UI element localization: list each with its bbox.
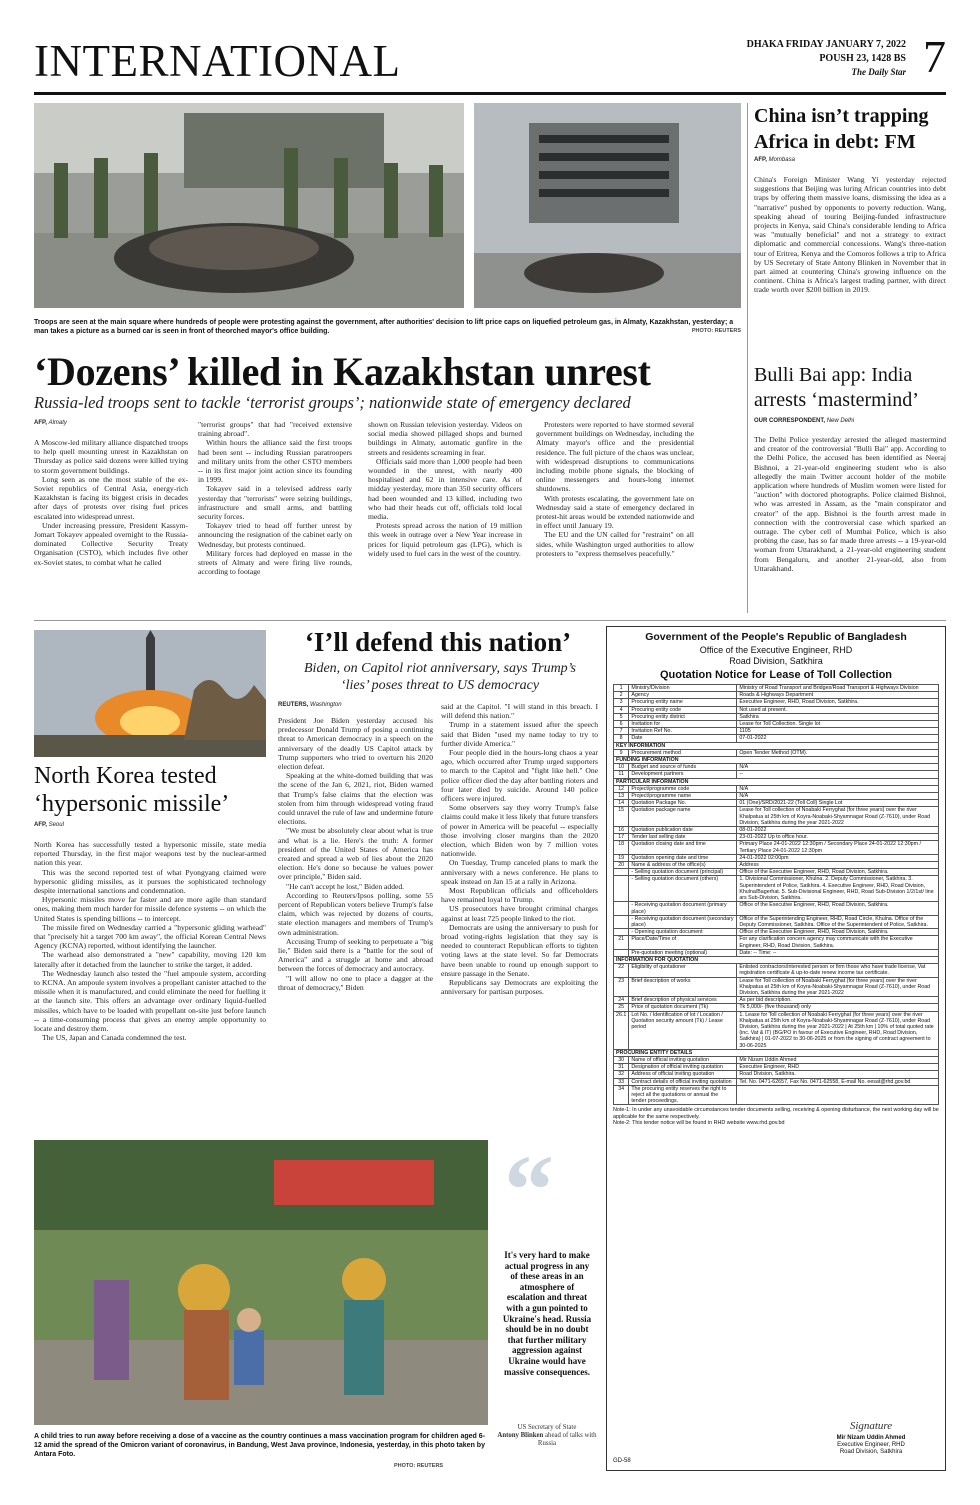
notice-row (614, 800, 939, 807)
sec-funding: FUNDING INFORMATION (614, 757, 939, 764)
row-value: N/A (737, 764, 939, 771)
row-number: 20 (614, 862, 629, 869)
notice-row (614, 771, 939, 778)
row-label: Agency (629, 692, 737, 699)
notice-note-1: Note-1: In under any unavoidable circumstances tender documents selling, receiving & opening disturbance, the next working day will be applicable for the same respectively. (613, 1107, 939, 1120)
notice-row (614, 977, 939, 997)
notice-row (614, 915, 939, 928)
row-number: 16 (614, 827, 629, 834)
row-value: For any clarification concern agency may communicate with the Executive Engineer, RHD, Road Division, Satkhira. (737, 936, 939, 949)
notice-note-2: Note-2: This tender notice will be found in RHD website www.rhd.gov.bd (613, 1120, 785, 1127)
row-number: 4 (614, 706, 629, 713)
row-value: Mir Nizam Uddin Ahmed (737, 1056, 939, 1063)
row-number: 34 (614, 1085, 629, 1105)
row-value: Not used at present. (737, 706, 939, 713)
row-value: Tel. No. 0471-62657, Fax No. 0471-62558, E-mail No. eesat@rhd.gov.bd (737, 1078, 939, 1085)
section-divider (34, 620, 946, 621)
vaccination-illustration (34, 1140, 488, 1425)
row-label: Quotation opening date and time (629, 854, 737, 861)
section-title: INTERNATIONAL (34, 36, 401, 86)
notice-row (614, 949, 939, 956)
row-value: Date: -- Time: -- (737, 949, 939, 956)
notice-row (614, 1064, 939, 1071)
row-value: N/A (737, 793, 939, 800)
row-label: Price of quotation document (Tk) (629, 1004, 737, 1011)
notice-row (614, 1085, 939, 1105)
sec-quotation: INFORMATION FOR QUOTATION (614, 956, 939, 963)
row-value: 23-01-2022 Up to office hour. (737, 834, 939, 841)
sec-procuring: PROCURING ENTITY DETAILS (614, 1049, 939, 1056)
biden-c2-p3: Four people died in the hours-long chaos a year ago, which occurred after Trump urged supporters to march to the Capitol and "fight like hell." One police officer died the day after battling rioters and four later died by suicide. Around 140 police officers were injured. (441, 748, 598, 804)
row-9-label: Procurement method (629, 749, 737, 756)
notice-office: Office of the Executive Engineer, RHD (699, 645, 853, 655)
kazakhstan-col-2 (198, 420, 352, 610)
row-value: Lease for Toll collection of Noabaki Ferryghat (for three years) over the river Khalpatua at 25th km of Koyra-Noabaki-Shyamnagar Road (Z-7610), under Road Division, Satkhira during the year 2021-2022 (737, 977, 939, 997)
kazakhstan-subhead: Russia-led troops sent to tackle ‘terrorist groups’; nationwide state of emergency declared (34, 393, 631, 412)
biden-c2-p6: Most Republican officials and officeholders have remained loyal to Trump. (441, 886, 598, 905)
row-label: Procuring entity district (629, 713, 737, 720)
row-number: 22 (614, 964, 629, 977)
row-9-no: 9 (614, 749, 629, 756)
biden-c2-p5: On Tuesday, Trump canceled plans to mark the anniversary with a news conference. He plans to speak instead on Jan 15 at a rally in Arizona. (441, 858, 598, 886)
quote-box (496, 1134, 598, 1470)
kz-c1-p1: A Moscow-led military alliance dispatched troops to help quell mounting unrest in Kazakhstan on Thursday as police said dozens were killed trying to storm government buildings. (34, 438, 188, 475)
kazakhstan-col-3 (368, 420, 522, 610)
row-label: The procuring entity reserves the right to reject all the quotations or annual the tender proceedings. (629, 1085, 737, 1105)
row-number: 2 (614, 692, 629, 699)
row-value: 07-01-2022 (737, 735, 939, 742)
row-value: Office of the Executive Engineer, RHD, Road Division, Satkhira. (737, 902, 939, 915)
row-label: - Selling quotation document (principal) (629, 869, 737, 876)
nk-p2: This was the second reported test of what Pyongyang claimed were hypersonic gliding missiles, as it pursues the sophisticated technology despite international sanctions and condemnation. (34, 867, 266, 896)
row-label: - Selling quotation document (others) (629, 876, 737, 902)
kazakhstan-headline: ‘Dozens’ killed in Kazakhstan unrest (34, 349, 651, 394)
row-number: 1 (614, 685, 629, 692)
notice-row (614, 929, 939, 936)
row-number: 6 (614, 721, 629, 728)
kz-c3-p3: Protests spread across the nation of 19 million this week in outrage over a New Year increase in prices for liquid petroleum gas (LPG), which is widely used to fuel cars in the west of the country. (368, 521, 522, 558)
notice-row (614, 862, 939, 869)
notice-row (614, 728, 939, 735)
right-column-rule (747, 103, 748, 613)
bulli-headline: Bulli Bai app: India arrests ‘mastermind’ (754, 364, 919, 411)
row-value: 24-01-2022 02:00pm (737, 854, 939, 861)
notice-row (614, 706, 939, 713)
quote-name: Antony Blinken (497, 1432, 544, 1439)
biden-c2-p8: Democrats are using the anniversary to push for broad voting-rights legislation that they say is needed to counteract Republican efforts to tighten voting laws at the state level. So far Democrats have been unable to round up enough support to ensure passage in the Senate. (441, 922, 598, 978)
notice-row (614, 807, 939, 827)
kz-c4-p3: The EU and the UN called for "restraint" on all sides, while Washington urged authorities to allow protesters to "express themselves peacefully." (536, 530, 694, 558)
missile-launch-photo (34, 630, 266, 757)
troops-photo-illustration (34, 103, 464, 308)
kazakhstan-col-4 (536, 420, 694, 610)
masthead-rule (34, 92, 946, 95)
bulli-p1: The Delhi Police yesterday arrested the alleged mastermind and creator of the controversial "Bulli Bai" app. According to the Delhi Police, the accused has been identified as Neeraj Bishnoi, a 21-year-old engineering student who is also allegedly the main Twitter account holder of the mobile application where hundreds of Muslim women were listed for "auction" with doctored photographs. Police claimed Bishnoi, who was arrested in Assam, as the "main conspirator and creator" of the app. Bishnoi is the fourth arrest made in connection with the controversial case which sparked an outrage. The cyber cell of Mumbai Police, which is also probing the case, has so far made three arrests -- a 19-year-old woman from Uttarakhand, a 21-year-old engineering student from Bengaluru, and another 21-year-old, also from Uttarakhand. (754, 435, 946, 573)
top-photo-caption (34, 318, 741, 336)
kazakhstan-troops-photo (34, 103, 464, 308)
row-label: - Receiving quotation document (secondary place) (629, 915, 737, 928)
notice-row (614, 713, 939, 720)
biden-byline-place: Washington (310, 702, 342, 708)
sig-name: Mir Nizam Uddin Ahmed (836, 1435, 906, 1441)
row-label: - Opening quotation document (629, 929, 737, 936)
row-value: N/A (737, 785, 939, 792)
row-label: Quotation closing date and time (629, 841, 737, 854)
row-number: 17 (614, 834, 629, 841)
dateline: DHAKA FRIDAY JANUARY 7, 2022 (746, 39, 906, 50)
row-label: Pre-quotation meeting (optional) (629, 949, 737, 956)
notice-row (614, 685, 939, 692)
notice-row (614, 735, 939, 742)
masthead (34, 33, 946, 89)
row-label: Quotation package name (629, 807, 737, 827)
kazakhstan-col-1 (34, 438, 188, 608)
row-number (614, 869, 629, 876)
kz-c1-p3: Under increasing pressure, President Kassym-Jomart Tokayev appealed overnight to the Russia-dominated Collective Security Treaty Organisation (CSTO), which includes five other ex-Soviet states, to combat what he called (34, 520, 188, 567)
row-value: Ministry of Road Transport and Bridges/Road Transport & Highways Division (737, 685, 939, 692)
row-number: 21 (614, 936, 629, 949)
row-value: 1. Lease for Toll collection of Noabaki Ferryghat (for three years) over the river Khalpatua at 25th km of Koyra-Noabaki-Shyamnagar Road (Z-7610), under Road Division, Satkhira during the year 2021-2022 | At 25th km | 10% of total quoted rate (inc. Vat & IT) (BG/PO in favour of Executive Engineer, RHD, Road Division, Satkhira) | 01-07-2022 to 30-06-2025 or from the signing of contract agreement to 30-06-2025 (737, 1011, 939, 1049)
notice-row (614, 793, 939, 800)
row-label: Development partners (629, 771, 737, 778)
biden-col-2 (441, 702, 598, 1120)
row-number: 5 (614, 713, 629, 720)
row-number (614, 949, 629, 956)
bulli-body (754, 435, 946, 613)
bottom-caption-text: A child tries to run away before receiving a dose of a vaccine as the country continues a mass vaccination program for children aged 6-12 amid the spread of the Omicron variant of coronavirus, in Bandung, West Java province, Indonesia, yesterday, in this photo taken by Antara Foto. (34, 1433, 485, 1458)
biden-c2-p7: US prosecutors have brought criminal charges against at least 725 people linked to the riot. (441, 904, 598, 923)
notice-row (614, 854, 939, 861)
nk-p3: Hypersonic missiles move far faster and are more agile than standard ones, making them much harder for missile defence systems -- on which the United States is spending billions -- to intercept. (34, 895, 266, 923)
row-value: Office of the Executive Engineer, RHD, Road Division, Satkhira. (737, 869, 939, 876)
row-number: 15 (614, 807, 629, 827)
row-label: Designation of official inviting quotation (629, 1064, 737, 1071)
row-label: Date (629, 735, 737, 742)
kz-byline-source: AFP, (34, 420, 47, 426)
row-label: Procuring entity code (629, 706, 737, 713)
kz-c1-p2: Long seen as one the most stable of the ex-Soviet republics of Central Asia, energy-rich Kazakhstan is facing its biggest crisis in decades after days of protests over rising fuel prices escalated into widespread unrest. (34, 474, 188, 521)
notice-division: Road Division, Satkhira (729, 656, 823, 666)
kz-c2-p1: "terrorist groups" that had "received extensive training abroad". (198, 420, 352, 439)
nk-byline-place: Seoul (48, 822, 64, 828)
biden-headline: ‘I’ll defend this nation’ (304, 627, 572, 657)
bottom-photo-caption (34, 1432, 488, 1459)
burned-car-photo (474, 103, 741, 308)
bulli-byline-source: OUR CORRESPONDENT, (754, 418, 826, 424)
row-value: Executive Engineer, RHD, Road Division, Satkhira. (737, 699, 939, 706)
biden-c1-p7: "I will allow no one to place a dagger at the throat of democracy," Biden (278, 973, 433, 992)
mayor-office-illustration (474, 103, 741, 308)
row-number: 10 (614, 764, 629, 771)
row-label: Contract details of official inviting quotation (629, 1078, 737, 1085)
biden-subhead: Biden, on Capitol riot anniversary, says Trump’s ‘lies’ poses threat to US democracy (304, 661, 576, 693)
notice-title: Quotation Notice for Lease of Toll Collection (659, 669, 893, 681)
row-label: Budget and source of funds (629, 764, 737, 771)
notice-row (614, 834, 939, 841)
notice-row (614, 827, 939, 834)
notice-row (614, 785, 939, 792)
china-p1: China's Foreign Minister Wang Yi yesterday rejected suggestions that Beijing was luring African countries into debt traps by offering them massive loans, dismissing the idea as a "narrative" pushed by opponents to poverty reduction. Wang, speaking ahead of touring Beijing-funded infrastructure projects in Kenya, said China's considerable lending to Africa was "mutually beneficial" and not a strategy to extract diplomatic and commercial concessions. Wang's three-nation tour of Eritrea, Kenya and the Comoros follows a trip to Africa by US Secretary of State Antony Blinken in November that in part aimed at countering China's growing influence on the continent. China is Africa's largest trading partner, with direct trade worth over $200 billion in 2019. (754, 175, 946, 295)
biden-col-1 (278, 716, 433, 1120)
row-label: Project/programme name (629, 793, 737, 800)
quote-context: ahead of talks with Russia (537, 1432, 597, 1447)
row-number: 26.1 (614, 1011, 629, 1049)
biden-c1-p6: Accusing Trump of seeking to perpetuate a "big lie," Biden said there is a "battle for the soul of America" and a struggle at home and abroad between the forces of democracy and autocracy. (278, 936, 433, 974)
row-value: Road Division, Satkhira. (737, 1071, 939, 1078)
nk-p7: The US, Japan and Canada condemned the test. (42, 1033, 187, 1043)
nk-headline: North Korea tested ‘hypersonic missile’ (34, 763, 230, 817)
nk-p6: The Wednesday launch also tested the "fuel ampoule system, according to KCNA. An ampoule system involves a propellant canister attached to the missile when it is manufactured, and could eliminate the need for fuelling it at the launch site. This offers an advantage over ordinary liquid-fuelled missiles, which have to be loaded with propellant on-site just before launch -- a time-consuming process that gives an enemy ample opportunity to locate and destroy them. (34, 968, 266, 1034)
bulli-byline-place: New Delhi (826, 418, 855, 424)
kz-c2-p4: Tokayev tried to head off further unrest by announcing the resignation of the cabinet early on Wednesday, but protests continued. (198, 521, 352, 549)
row-value (737, 1085, 939, 1105)
row-label: Eligibility of quotationer (629, 964, 737, 977)
kz-c2-p5: Military forces had deployed en masse in the streets of Almaty and were firing live rounds, according to footage (198, 548, 352, 577)
nk-body (34, 840, 266, 1118)
bottom-photo-credit: PHOTO: REUTERS (394, 1463, 444, 1469)
missile-illustration (34, 630, 266, 757)
kz-c2-p2: Within hours the alliance said the first troops had been sent -- including Russian paratroopers and military units from the other CSTO members -- in its first major joint action since its founding in 1999. (198, 438, 352, 485)
notice-row (614, 1071, 939, 1078)
row-value: Satkhira (737, 713, 939, 720)
row-label: Place/Date/Time of (629, 936, 737, 949)
paper-name: The Daily Star (851, 67, 906, 77)
quote-role: US Secretary of State (517, 1424, 577, 1431)
row-number (614, 876, 629, 902)
row-number: 13 (614, 793, 629, 800)
notice-ref: GD-58 (613, 1458, 631, 1464)
biden-byline (278, 702, 342, 716)
notice-table (613, 684, 939, 1105)
kz-byline-place: Almaty (48, 420, 67, 426)
biden-c2-p4: Some observers say they worry Trump's false claims could make it less likely that future transfers of power in America will be peaceful -- especially those involving closer margins than the 2020 election, which Biden won by 7 million votes nationwide. (441, 803, 598, 859)
biden-c2-p2: Trump in a statement issued after the speech said that Biden "used my name today to try to further divide America." (441, 720, 598, 748)
notice-row (614, 964, 939, 977)
kazakhstan-byline (34, 420, 184, 434)
row-number: 25 (614, 1004, 629, 1011)
row-label: Brief description of works (629, 977, 737, 997)
row-number: 14 (614, 800, 629, 807)
row-label: Brief description of physical services (629, 997, 737, 1004)
quote-text: It's very hard to make actual progress in any of these areas in an atmosphere of escalation and threat with a gun pointed to Ukraine's head. Russia should be in no doubt that further military aggression against Ukraine would have massive consequences. (502, 1250, 592, 1377)
bulli-byline (754, 418, 854, 432)
notice-row (614, 1078, 939, 1085)
notice-row (614, 841, 939, 854)
row-value: Roads & Highways Department (737, 692, 939, 699)
row-number: 23 (614, 977, 629, 997)
quotation-notice (606, 626, 946, 1471)
row-number: 31 (614, 1064, 629, 1071)
row-label: Lot No. / Identification of lot / Location / Quotation security amount (Tk) / Lease period (629, 1011, 737, 1049)
row-number: 12 (614, 785, 629, 792)
row-value: As per bid description. (737, 997, 939, 1004)
row-9-value: Open Tender Method (OTM). (737, 749, 939, 756)
china-byline (754, 157, 795, 171)
biden-c1-p2: Speaking at the white-domed building that was the scene of the Jan 6, 2021, riot, Biden warned that Trump's false claims that the election was stolen from him through widespread voting fraud could unravel the rule of law and undermine future elections. (278, 771, 433, 827)
page-number: 7 (923, 31, 946, 82)
quote-attribution (496, 1424, 598, 1448)
china-byline-place: Mombasa (768, 157, 795, 163)
nk-p1: North Korea has successfully tested a hypersonic missile, state media reported Thursday, in the first major weapons test by the nuclear-armed nation this year. (34, 840, 266, 868)
biden-c2-p9: Republicans say Democrats are exploiting the anniversary for partisan purposes. (441, 978, 598, 997)
notice-row (614, 902, 939, 915)
notice-row (614, 997, 939, 1004)
top-photo-credit: PHOTO: REUTERS (691, 328, 741, 334)
notice-row (614, 936, 939, 949)
row-label: Address of official inviting quotation (629, 1071, 737, 1078)
row-label: Invitation Ref No. (629, 728, 737, 735)
kz-c4-p2: With protests escalating, the government late on Wednesday said a state of emergency declared in protest-hit areas would be extended nationwide and in effect until January 19. (536, 493, 694, 531)
nk-p5: The warhead also demonstrated a "new" capability, moving 120 km laterally after it detached from the launcher to strike the target, it added. (34, 950, 266, 969)
row-label: Invitation for (629, 721, 737, 728)
notice-row (614, 876, 939, 902)
row-label: Quotation Package No. (629, 800, 737, 807)
notice-row (614, 692, 939, 699)
notice-gov: Government of the People's Republic of Bangladesh (645, 631, 907, 643)
sig-office: Road Division, Satkhira (839, 1449, 903, 1455)
row-label: Ministry/Division (629, 685, 737, 692)
row-number: 18 (614, 841, 629, 854)
row-value: Tk 5,000/- (five thousand) only (737, 1004, 939, 1011)
nk-byline-source: AFP, (34, 822, 47, 828)
vaccination-photo (34, 1140, 488, 1425)
china-headline: China isn’t trapping Africa in debt: FM (754, 105, 929, 153)
row-value: Executive Engineer, RHD (737, 1064, 939, 1071)
row-number: 3 (614, 699, 629, 706)
biden-byline-source: REUTERS, (278, 702, 309, 708)
row-value: 1. Divisional Commissioner, Khulna. 2. Deputy Commissioner, Satkhira. 3. Superintendent of Police, Satkhira. 4. Executive Engineer, RHD, Road Division, Khulna/Bagerhat. 5. Sub-Divisional Engineer, RHD, Road Sub-Division 1/2/1st/ line ars Sub-Division, Satkhira. (737, 876, 939, 902)
notice-row (614, 764, 939, 771)
row-number: 8 (614, 735, 629, 742)
row-number (614, 915, 629, 928)
quote-mark-icon: “ (504, 1134, 554, 1245)
row-value: Primary Place 24-01-2022 12:30pm / Secondary Place 24-01-2022 12:30pm / Tertiary Place 24-01-2022 12:30pm (737, 841, 939, 854)
row-number: 24 (614, 997, 629, 1004)
row-value: Address (737, 862, 939, 869)
row-number: 11 (614, 771, 629, 778)
row-value: -- (737, 771, 939, 778)
nk-byline (34, 822, 64, 836)
row-label: Tender last selling date (629, 834, 737, 841)
biden-c1-p3: "We must be absolutely clear about what is true and what is a lie. Here's the truth: A former president of the United States of America has created and spread a web of lies about the 2020 election. He's done so because he values power over principle," Biden said. (278, 826, 433, 882)
row-label: Quotation publication date (629, 827, 737, 834)
bangla-date: POUSH 23, 1428 BS (819, 53, 906, 64)
notice-row (614, 721, 939, 728)
notice-row (614, 1056, 939, 1063)
sec-particular: PARTICULAR INFORMATION (614, 778, 939, 785)
notice-row (614, 1011, 939, 1049)
notice-row (614, 1004, 939, 1011)
kz-c3-p1: shown on Russian television yesterday. Videos on social media showed pillaged shops and burned buildings in Almaty, automatic gunfire in the streets and residents screaming in fear. (368, 420, 522, 457)
signature-scribble: Signature (849, 1420, 893, 1432)
sec-key: KEY INFORMATION (614, 742, 939, 749)
row-value: Lease for Toll collection of Noabaki Ferryghat (for three years) over the river Khalpatua at 25th km of Koyra-Noabaki-Shyamnagar Road (Z-7610), under Road Division, Satkhira during the year 2021-2022 (737, 807, 939, 827)
china-byline-source: AFP, (754, 157, 767, 163)
row-value: 08-01-2022 (737, 827, 939, 834)
row-number: 7 (614, 728, 629, 735)
biden-c1-p1: President Joe Biden yesterday accused his predecessor Donald Trump of posing a continuing threat to American democracy in a speech on the anniversary of the deadly US Capitol attack by Trump supporters who tried to overturn his 2020 election defeat. (278, 716, 433, 772)
row-value: Enlisted contractors/interested person or firm those who have trade license, Vat registration certificate & up-to-date renew income tax certificate. (737, 964, 939, 977)
row-value: Office of the Executive Engineer, RHD, Road Division, Satkhira. (737, 929, 939, 936)
kz-c3-p2: Officials said more than 1,000 people had been wounded in the unrest, with nearly 400 hospitalised and 62 in intensive care. As of midday yesterday, more than 350 security officers had been wounded and 13 killed, including two who had their heads cut off, officials told local media. (368, 456, 522, 522)
nk-p4: The missile fired on Wednesday carried a "hypersonic gliding warhead" that "precisely hit a target 700 km away", the official Korean Central News Agency (KCNA) reported, without identifying the launcher. (34, 922, 266, 951)
notice-row (614, 699, 939, 706)
biden-c1-p5: According to Reuters/Ipsos polling, some 55 percent of Republican voters believe Trump's false claim, which was rejected by dozens of courts, state election managers and members of Trump's own administration. (278, 890, 433, 937)
biden-c1-p4: "He can't accept he lost," Biden added. (286, 881, 405, 891)
notice-signature-block (811, 1420, 931, 1456)
row-value: Lease for Toll Collection. Single lot (737, 721, 939, 728)
kz-c2-p3: Tokayev said in a televised address early yesterday that "terrorists" were seizing buildings, infrastructure and small arms, and battling security forces. (198, 484, 352, 522)
row-value: 1105 (737, 728, 939, 735)
row-label: Project/programme code (629, 785, 737, 792)
row-label: Name of official inviting quotation (629, 1056, 737, 1063)
china-body (754, 175, 946, 345)
row-number (614, 929, 629, 936)
row-number: 19 (614, 854, 629, 861)
row-value: Office of the Superintending Engineer, RHD, Road Circle, Khulna. Office of the Deputy Commissioner, Satkhira. Office of the Superintendent of Police, Satkhira. (737, 915, 939, 928)
row-label: Procuring entity name (629, 699, 737, 706)
top-caption-text: Troops are seen at the main square where hundreds of people were protesting against the government, after authorities' decision to lift price caps on liquefied petroleum gas, in Almaty, Kazakhstan, yesterday; a man takes a picture as a burned car is seen in front of theorched mayor's office building. (34, 319, 734, 335)
row-number: 30 (614, 1056, 629, 1063)
row-value: 01 (One)/SRD/2021-22 (Toll Coll) Single Lot (737, 800, 939, 807)
sig-title: Executive Engineer, RHD (837, 1442, 905, 1448)
row-label: Name & address of the office(s) (629, 862, 737, 869)
biden-c2-p1: said at the Capitol. "I will stand in this breach. I will defend this nation." (441, 702, 598, 721)
row-label: - Receiving quotation document (primary place) (629, 902, 737, 915)
row-number: 32 (614, 1071, 629, 1078)
kz-c4-p1: Protesters were reported to have stormed several government buildings on Wednesday, including the Almaty mayor's office and the presidential residence. The full picture of the chaos was unclear, with widespread disruptions to communications including mobile phone signals, the blocking of online messengers and hours-long internet shutdowns. (536, 420, 694, 494)
row-number (614, 902, 629, 915)
row-number: 33 (614, 1078, 629, 1085)
notice-row (614, 869, 939, 876)
